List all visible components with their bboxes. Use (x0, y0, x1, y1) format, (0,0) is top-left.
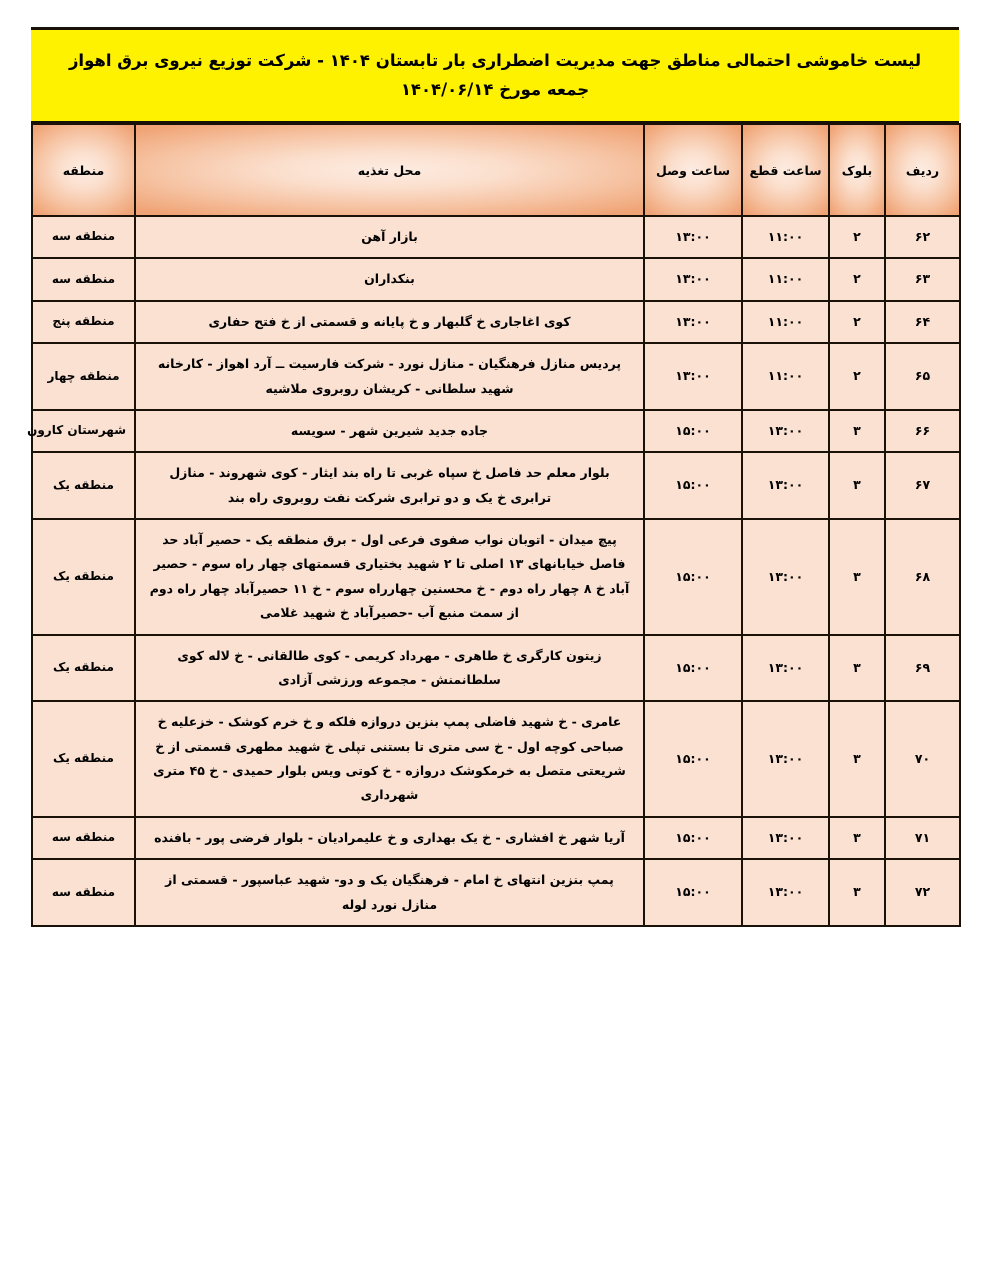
column-header-cut-time: ساعت قطع (742, 124, 829, 216)
column-header-index: ردیف (885, 124, 960, 216)
cell-block: ۳ (829, 635, 885, 702)
cell-region: منطقه سه (32, 216, 135, 258)
cell-index: ۷۲ (885, 859, 960, 926)
cell-cut: ۱۳:۰۰ (742, 817, 829, 859)
cell-block: ۳ (829, 410, 885, 452)
cell-region: منطقه یک (32, 635, 135, 702)
cell-loc: جاده جدید شیرین شهر - سویسه (135, 410, 644, 452)
cell-region: منطقه پنج (32, 301, 135, 343)
column-header-join-time: ساعت وصل (644, 124, 742, 216)
cell-cut: ۱۳:۰۰ (742, 859, 829, 926)
cell-block: ۲ (829, 301, 885, 343)
cell-join: ۱۳:۰۰ (644, 258, 742, 300)
cell-region: منطقه یک (32, 701, 135, 817)
cell-region: منطقه چهار (32, 343, 135, 410)
page-title-line1: لیست خاموشی احتمالی مناطق جهت مدیریت اضطراری بار تابستان ۱۴۰۴ - شرکت توزیع نیروی برق اهواز (68, 51, 922, 71)
table-row (32, 817, 960, 859)
cell-loc: بازار آهن (135, 216, 644, 258)
cell-index: ۶۴ (885, 301, 960, 343)
cell-region: منطقه سه (32, 859, 135, 926)
cell-join: ۱۵:۰۰ (644, 701, 742, 817)
cell-loc: بنکداران (135, 258, 644, 300)
cell-index: ۶۲ (885, 216, 960, 258)
cell-block: ۳ (829, 452, 885, 519)
cell-index: ۶۳ (885, 258, 960, 300)
column-header-block: بلوک (829, 124, 885, 216)
title-banner (31, 27, 959, 123)
table-header (32, 124, 960, 216)
cell-join: ۱۵:۰۰ (644, 452, 742, 519)
table-row (32, 701, 960, 817)
cell-index: ۶۷ (885, 452, 960, 519)
cell-loc: پیچ میدان - اتوبان نواب صفوی فرعی اول - برق منطقه یک - حصیر آباد حد فاصل خیابانهای ۱۳ اصلی تا ۲ شهید بختیاری قسمتهای چهار راه سوم - حصیر آباد خ ۸ چهار راه دوم - خ محسنین چهارراه سوم - خ ۱۱ حصیرآباد چهار راه دوم از سمت منبع آب -حصیرآباد خ شهید غلامی (135, 519, 644, 635)
cell-index: ۷۰ (885, 701, 960, 817)
table-row (32, 859, 960, 926)
cell-block: ۲ (829, 216, 885, 258)
cell-block: ۲ (829, 258, 885, 300)
cell-join: ۱۵:۰۰ (644, 817, 742, 859)
outage-table (27, 123, 961, 927)
cell-index: ۷۱ (885, 817, 960, 859)
cell-index: ۶۹ (885, 635, 960, 702)
column-header-region: منطقه (32, 124, 135, 216)
cell-region: منطقه سه (32, 258, 135, 300)
table-body (27, 216, 960, 926)
table-row (32, 519, 960, 635)
cell-block: ۳ (829, 701, 885, 817)
cell-loc: زیتون کارگری خ طاهری - مهرداد کریمی - کوی طالقانی - خ لاله کوی سلطانمنش - مجموعه ورزشی آزادی (135, 635, 644, 702)
cell-loc: آریا شهر خ افشاری - خ یک بهداری و خ علیمرادیان - بلوار فرضی پور - بافنده (135, 817, 644, 859)
table-row (32, 635, 960, 702)
table-row (32, 410, 960, 452)
cell-cut: ۱۳:۰۰ (742, 519, 829, 635)
cell-block: ۲ (829, 343, 885, 410)
cell-index: ۶۸ (885, 519, 960, 635)
cell-block: ۳ (829, 859, 885, 926)
cell-loc: عامری - خ شهید فاضلی پمپ بنزین دروازه فلکه و خ خرم کوشک - خزعلیه خ صباحی کوچه اول - خ سی متری تا بستنی تپلی خ شهید مطهری قسمتی از خ شریعتی متصل به خرمکوشک دروازه - خ کوتی ویس بلوار حمیدی - خ ۴۵ متری شهرداری (135, 701, 644, 817)
cell-cut: ۱۱:۰۰ (742, 216, 829, 258)
cell-cut: ۱۳:۰۰ (742, 701, 829, 817)
table-row (32, 301, 960, 343)
column-header-location: محل تغذیه (135, 124, 644, 216)
cell-cut: ۱۳:۰۰ (742, 635, 829, 702)
cell-block: ۳ (829, 817, 885, 859)
cell-block: ۳ (829, 519, 885, 635)
cell-cut: ۱۱:۰۰ (742, 343, 829, 410)
cell-region: شهرستان کارون (32, 410, 135, 452)
cell-join: ۱۵:۰۰ (644, 859, 742, 926)
table-row (32, 343, 960, 410)
cell-join: ۱۳:۰۰ (644, 216, 742, 258)
cell-loc: پمپ بنزین انتهای خ امام - فرهنگیان یک و دو- شهید عباسپور - قسمتی از منازل نورد لوله (135, 859, 644, 926)
cell-cut: ۱۳:۰۰ (742, 452, 829, 519)
table-header-row (32, 124, 960, 216)
table-row (32, 216, 960, 258)
table-row (32, 258, 960, 300)
cell-cut: ۱۱:۰۰ (742, 301, 829, 343)
cell-loc: کوی اغاجاری خ گلبهار و خ پایانه و قسمتی از خ فتح حفاری (135, 301, 644, 343)
cell-loc: بلوار معلم حد فاصل خ سپاه غربی تا راه بند ایثار - کوی شهروند - منازل ترابری خ یک و دو ترابری شرکت نفت روبروی راه بند (135, 452, 644, 519)
cell-index: ۶۵ (885, 343, 960, 410)
page-title-date: جمعه مورخ ۱۴۰۴/۰۶/۱۴ (400, 80, 590, 99)
cell-join: ۱۵:۰۰ (644, 410, 742, 452)
cell-region: منطقه یک (32, 452, 135, 519)
cell-join: ۱۳:۰۰ (644, 301, 742, 343)
cell-cut: ۱۱:۰۰ (742, 258, 829, 300)
cell-loc: پردیس منازل فرهنگیان - منازل نورد - شرکت فارسیت ــ آرد اهواز - کارخانه شهید سلطانی - کریشان روبروی ملاشیه (135, 343, 644, 410)
cell-cut: ۱۳:۰۰ (742, 410, 829, 452)
cell-index: ۶۶ (885, 410, 960, 452)
cell-region: منطقه یک (32, 519, 135, 635)
cell-join: ۱۳:۰۰ (644, 343, 742, 410)
cell-join: ۱۵:۰۰ (644, 635, 742, 702)
cell-join: ۱۵:۰۰ (644, 519, 742, 635)
cell-region: منطقه سه (32, 817, 135, 859)
table-row (32, 452, 960, 519)
